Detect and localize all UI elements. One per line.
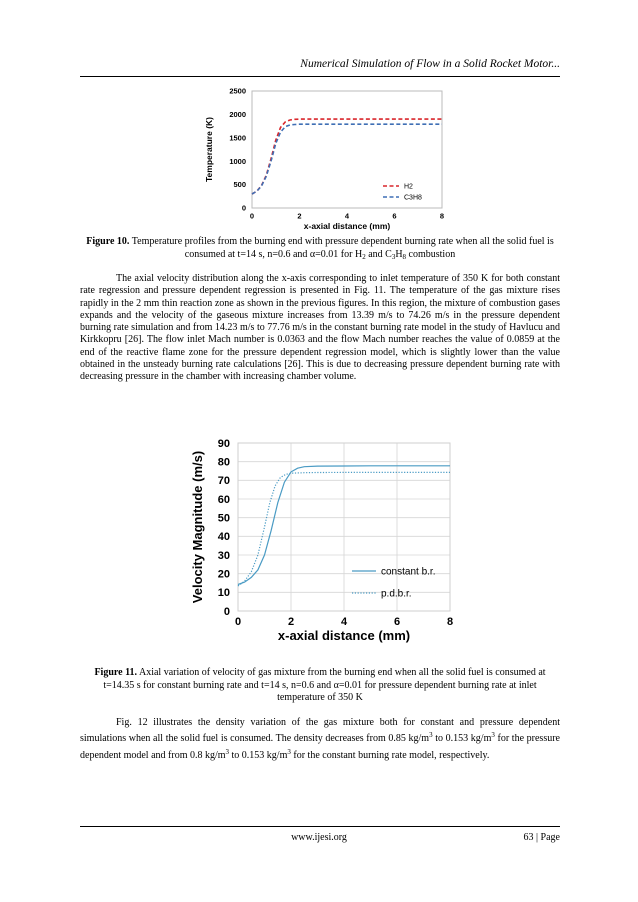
series-line-1 (252, 124, 442, 194)
y-tick-label: 40 (217, 531, 230, 544)
x-tick-label: 6 (393, 616, 401, 628)
series-line-0 (252, 119, 442, 194)
y-tick-label: 60 (217, 493, 230, 506)
text: to 0.153 kg/m (229, 749, 288, 761)
y-tick-label: 50 (217, 512, 230, 525)
y-axis-label: Temperature (K) (204, 116, 214, 183)
paragraph-2 (80, 717, 560, 762)
text: to 0.153 kg/m (432, 733, 492, 745)
y-tick-label: 0 (223, 605, 230, 618)
y-tick-label: 90 (217, 437, 230, 450)
y-tick-label: 2500 (229, 86, 246, 96)
y-tick-label: 500 (233, 180, 246, 190)
x-tick-label: 8 (439, 211, 445, 221)
subscript: 8 (402, 252, 407, 261)
caption-text: and C (365, 248, 392, 260)
superscript: 3 (491, 731, 495, 740)
legend-label: C3H8 (404, 194, 422, 202)
superscript: 3 (287, 747, 291, 756)
x-tick-label: 0 (234, 616, 242, 628)
legend-label: H2 (404, 183, 413, 191)
figure-10-chart (200, 84, 460, 232)
x-tick-label: 0 (249, 211, 255, 221)
x-axis-label: x-axial distance (mm) (277, 628, 411, 643)
y-tick-label: 1000 (229, 156, 246, 166)
figure-11-caption (80, 667, 560, 705)
y-tick-label: 1500 (229, 133, 246, 143)
y-tick-label: 30 (217, 549, 230, 562)
footer-rule (80, 826, 560, 827)
figure-10-caption (80, 236, 560, 263)
caption-text: combustion (406, 248, 456, 260)
caption-text: H (395, 248, 403, 260)
x-tick-label: 2 (287, 616, 295, 628)
y-tick-label: 10 (217, 587, 230, 600)
plot-area (252, 91, 442, 208)
x-tick-label: 8 (446, 616, 454, 628)
text: Fig. 12 illustrates the density variation of the gas mixture both for constant and pressure dependent simulations when all the solid fuel is consumed. The density decreases from 0.85 kg/m (80, 717, 560, 745)
y-tick-label: 70 (217, 475, 230, 488)
legend-label: constant b.r. (381, 566, 436, 578)
running-header: Numerical Simulation of Flow in a Solid Rocket Motor... (300, 58, 560, 70)
x-tick-label: 4 (344, 211, 350, 221)
y-axis-label: Velocity Magnitude (m/s) (190, 450, 205, 604)
superscript: 3 (429, 731, 433, 740)
y-tick-label: 2000 (229, 110, 246, 120)
footer-url: www.ijesi.org (291, 832, 347, 843)
subscript: 2 (362, 252, 366, 261)
paragraph-1: The axial velocity distribution along the x-axis corresponding to inlet temperature of 350 K for both constant rate regression and pressure dependent regression is presented in Fig. 11. The temperature of the gas mixture rises rapidly in the 2 mm thin reaction zone as shown in the previous figures. In this region, the mixture of combustion gases expands and the velocity of the gaseous mixture increases from 13.39 m/s to 74.26 m/s in the pressure dependent burning rate simulation and from 14.23 m/s to 77.76 m/s in the constant burning rate model in the study of Havlucu and Kirkkopru [26]. The flow inlet Mach number is 0.0363 and the flow Mach number reaches the value of 0.0859 at the end of the reactive flame zone for the pressure dependent regression model, which is slightly lower than the value obtained in the unsteady burning rate calculations [26]. This is due to decreasing pressure dependent burning rate with decreasing pressure in the chamber with increasing chamber volume. (80, 273, 560, 383)
x-tick-label: 2 (297, 211, 302, 221)
caption-text: Temperature profiles from the burning end with pressure dependent burning rate when all the solid fuel is consumed at t=14 s, n=0.6 and α=0.01 for H (129, 236, 554, 260)
figure-10-label: Figure 10. (86, 236, 130, 247)
figure-11-label: Figure 11. (94, 667, 138, 678)
text: for the pressure dependent model and from 0.8 kg/m (80, 733, 560, 761)
subscript: 3 (391, 252, 396, 261)
y-tick-label: 80 (217, 456, 230, 469)
y-tick-label: 0 (241, 203, 246, 213)
x-tick-label: 6 (392, 211, 397, 221)
x-axis-label: x-axial distance (mm) (303, 221, 391, 231)
y-tick-label: 20 (217, 568, 230, 581)
superscript: 3 (225, 747, 230, 756)
legend-label: p.d.b.r. (381, 588, 412, 600)
footer-page-number: 63 | Page (523, 832, 560, 843)
text: for the constant burning rate model, respectively. (290, 749, 490, 761)
figure-11-chart (180, 435, 480, 655)
x-tick-label: 4 (340, 616, 348, 628)
header-rule (80, 76, 560, 77)
caption-text: Axial variation of velocity of gas mixture from the burning end when all the solid fuel is consumed at t=14.35 s for constant burning rate and t=14 s, n=0.6 and α=0.01 for pressure dependent burning rate at inlet temperature of 350 K (103, 667, 546, 703)
